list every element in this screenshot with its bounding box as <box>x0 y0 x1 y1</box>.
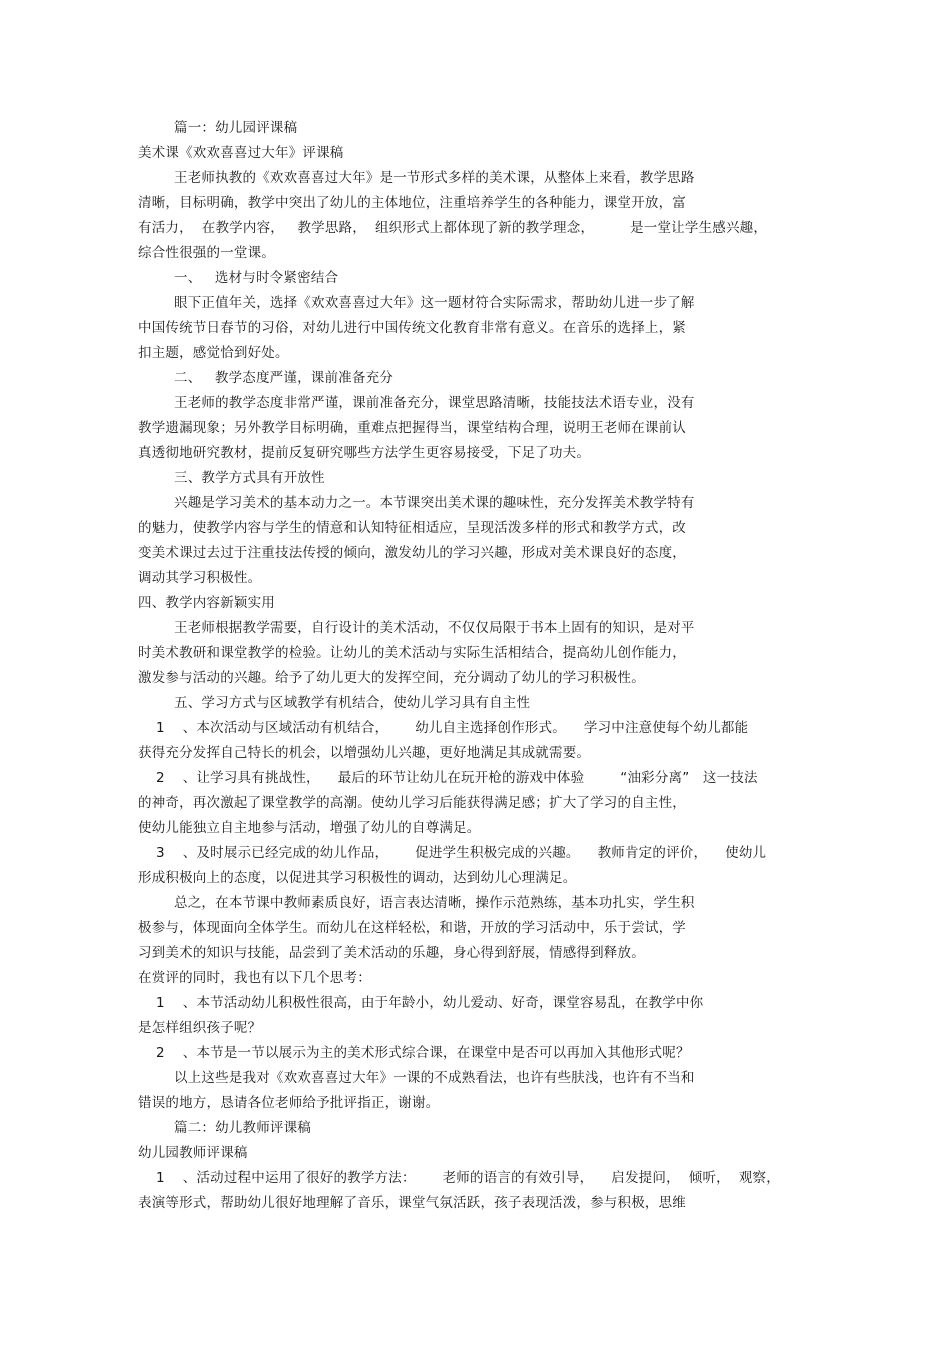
subheading: 五、学习方式与区域教学有机结合，使幼儿学习具有自主性 <box>174 695 531 711</box>
paragraph-line: 清晰，目标明确，教学中突出了幼儿的主体地位，注重培养学生的各种能力，课堂开放，富 <box>138 195 686 211</box>
list-item-line: 1 、本次活动与区域活动有机结合， 幼儿自主选择创作形式。 学习中注意使每个幼儿都能 <box>156 720 749 736</box>
list-item-line: 2 、本节是一节以展示为主的美术形式综合课，在课堂中是否可以再加入其他形式呢？ <box>156 1045 690 1061</box>
paragraph-line: 的神奇，再次激起了课堂教学的高潮。使幼儿学习后能获得满足感；扩大了学习的自主性， <box>138 795 686 811</box>
paragraph-line: 错误的地方，恳请各位老师给予批评指正，谢谢。 <box>138 1095 440 1111</box>
paragraph-line: 以上这些是我对《欢欢喜喜过大年》一课的不成熟看法，也许有些肤浅，也许有不当和 <box>174 1070 695 1086</box>
list-item-line: 1 、活动过程中运用了很好的教学方法： 老师的语言的有效引导， 启发提问， 倾听， 观察， <box>156 1170 780 1186</box>
section-heading-1: 篇一：幼儿园评课稿 <box>174 120 298 136</box>
section-heading-2: 篇二：幼儿教师评课稿 <box>174 1120 311 1136</box>
paragraph-line: 极参与，体现面向全体学生。而幼儿在这样轻松，和谐，开放的学习活动中，乐于尝试，学 <box>138 920 686 936</box>
subheading: 四、教学内容新颖实用 <box>138 595 275 611</box>
list-item-line: 2 、让学习具有挑战性， 最后的环节让幼儿在玩开枪的游戏中体验 “油彩分离” 这一技法 <box>156 770 758 786</box>
paragraph-line: 使幼儿能独立自主地参与活动，增强了幼儿的自尊满足。 <box>138 820 481 836</box>
paragraph-line: 兴趣是学习美术的基本动力之一。本节课突出美术课的趣味性，充分发挥美术教学特有 <box>174 495 695 511</box>
paragraph-line: 获得充分发挥自己特长的机会，以增强幼儿兴趣，更好地满足其成就需要。 <box>138 745 591 761</box>
subheading: 二、 教学态度严谨，课前准备充分 <box>174 370 393 386</box>
paragraph-line: 变美术课过去过于注重技法传授的倾向，激发幼儿的学习兴趣，形成对美术课良好的态度， <box>138 545 686 561</box>
paragraph-line: 王老师根据教学需要，自行设计的美术活动，不仅仅局限于书本上固有的知识，是对平 <box>174 620 695 636</box>
document-title-2: 幼儿园教师评课稿 <box>138 1145 248 1161</box>
paragraph-line: 王老师执教的《欢欢喜喜过大年》是一节形式多样的美术课，从整体上来看，教学思路 <box>174 170 695 186</box>
paragraph-line: 在赏评的同时，我也有以下几个思考： <box>138 970 371 986</box>
paragraph-line: 是怎样组织孩子呢？ <box>138 1020 262 1036</box>
paragraph-line: 习到美术的知识与技能，品尝到了美术活动的乐趣，身心得到舒展，情感得到释放。 <box>138 945 645 961</box>
paragraph-line: 表演等形式，帮助幼儿很好地理解了音乐，课堂气氛活跃，孩子表现活泼，参与积极，思维 <box>138 1195 686 1211</box>
paragraph-line: 形成积极向上的态度，以促进其学习积极性的调动，达到幼儿心理满足。 <box>138 870 577 886</box>
subheading: 三、教学方式具有开放性 <box>174 470 325 486</box>
paragraph-line: 王老师的教学态度非常严谨，课前准备充分，课堂思路清晰，技能技法术语专业，没有 <box>174 395 695 411</box>
document-title-1: 美术课《欢欢喜喜过大年》评课稿 <box>138 145 344 161</box>
paragraph-line: 有活力， 在教学内容， 教学思路， 组织形式上都体现了新的教学理念， 是一堂让学生感兴趣， <box>138 220 768 236</box>
paragraph-line: 教学遗漏现象；另外教学目标明确，重难点把握得当，课堂结构合理，说明王老师在课前认 <box>138 420 686 436</box>
list-item-line: 1 、本节活动幼儿积极性很高，由于年龄小，幼儿爱动、好奇，课堂容易乱，在教学中你 <box>156 995 704 1011</box>
paragraph-line: 激发参与活动的兴趣。给予了幼儿更大的发挥空间，充分调动了幼儿的学习积极性。 <box>138 670 645 686</box>
paragraph-line: 总之，在本节课中教师素质良好，语言表达清晰，操作示范熟练，基本功扎实，学生积 <box>174 895 695 911</box>
paragraph-line: 扣主题，感觉恰到好处。 <box>138 345 289 361</box>
paragraph-line: 的魅力，使教学内容与学生的情意和认知特征相适应，呈现活泼多样的形式和教学方式，改 <box>138 520 686 536</box>
paragraph-line: 调动其学习积极性。 <box>138 570 262 586</box>
paragraph-line: 综合性很强的一堂课。 <box>138 245 275 261</box>
paragraph-line: 真透彻地研究教材，提前反复研究哪些方法学生更容易接受，下足了功夫。 <box>138 445 591 461</box>
paragraph-line: 时美术教研和课堂教学的检验。让幼儿的美术活动与实际生活相结合，提高幼儿创作能力， <box>138 645 686 661</box>
paragraph-line: 眼下正值年关，选择《欢欢喜喜过大年》这一题材符合实际需求，帮助幼儿进一步了解 <box>174 295 695 311</box>
list-item-line: 3 、及时展示已经完成的幼儿作品， 促进学生积极完成的兴趣。 教师肯定的评价， 使幼儿 <box>156 845 767 861</box>
subheading: 一、 选材与时令紧密结合 <box>174 270 339 286</box>
paragraph-line: 中国传统节日春节的习俗，对幼儿进行中国传统文化教育非常有意义。在音乐的选择上，紧 <box>138 320 686 336</box>
